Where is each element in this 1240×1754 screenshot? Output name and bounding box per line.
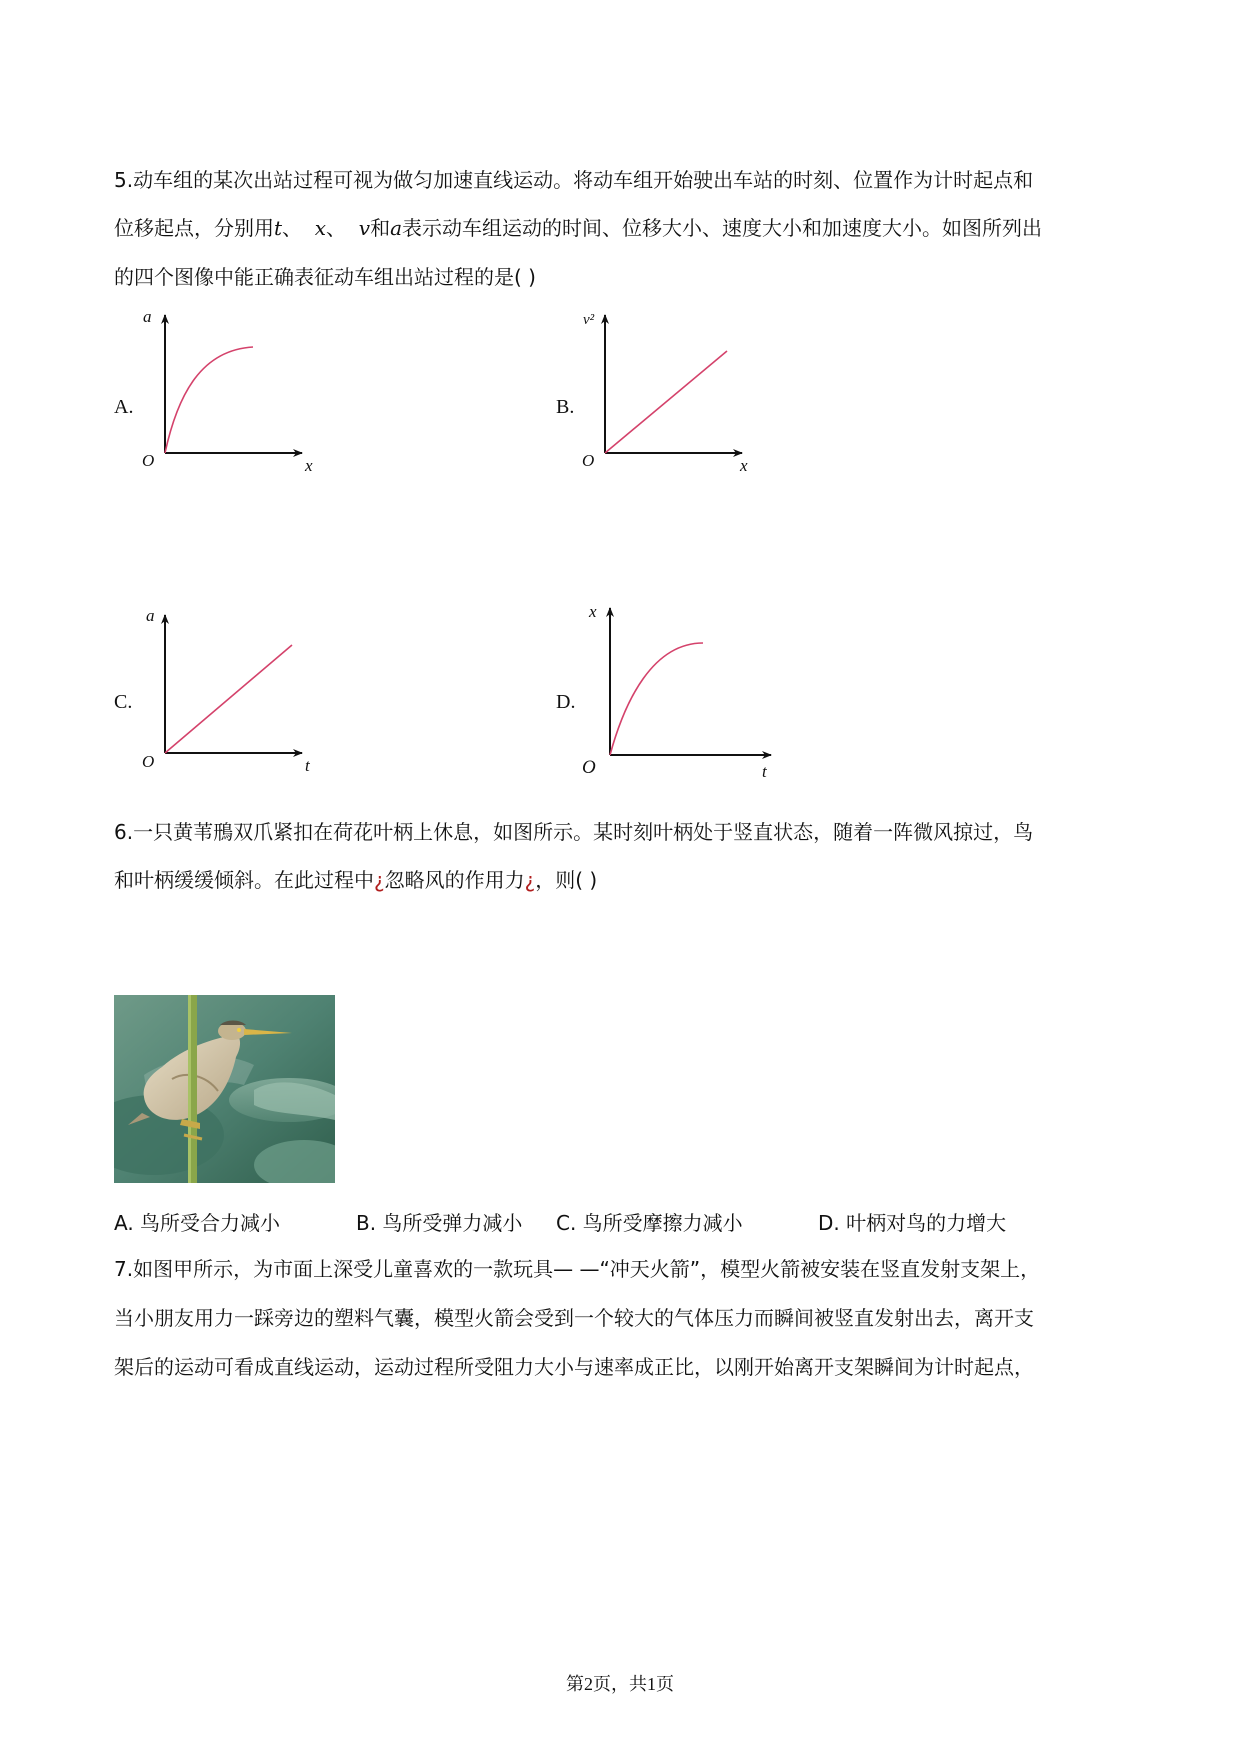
option-d-label: D. — [556, 691, 576, 713]
y-axis-label: x — [589, 602, 597, 621]
bittern-on-stem-image — [114, 995, 335, 1183]
var-x: x — [314, 216, 327, 240]
choice-c: C. 鸟所受摩擦力减小 — [556, 1211, 743, 1235]
q5-line-1: 5.动车组的某次出站过程可视为做匀加速直线运动。将动车组开始驶出车站的时刻、位置作为计时起点和 — [114, 168, 1034, 192]
x-axis-label: t — [305, 756, 310, 775]
curve-c — [165, 645, 292, 753]
q7-line-3: 架后的运动可看成直线运动，运动过程所受阻力大小与速率成正比，以刚开始离开支架瞬间为计时起点， — [114, 1355, 1034, 1379]
x-axis-label: x — [305, 456, 313, 475]
origin-label: O — [142, 752, 155, 771]
option-b-label: B. — [556, 396, 575, 418]
graph-a — [130, 305, 330, 480]
curve-a — [165, 347, 253, 453]
page-footer: 第2页，共1页 — [566, 1674, 674, 1694]
glyph-open: ¿ — [374, 868, 385, 892]
option-a-label: A. — [114, 396, 134, 418]
y-axis-label: a — [143, 307, 152, 326]
var-a: a — [390, 216, 403, 240]
q5-line-3: 的四个图像中能正确表征动车组出站过程的是( ) — [114, 265, 536, 289]
choice-d: D. 叶柄对鸟的力增大 — [818, 1211, 1007, 1235]
q7-line-1: 7.如图甲所示，为市面上深受儿童喜欢的一款玩具— —“冲天火箭”，模型火箭被安装在竖直发射支架上， — [114, 1257, 1041, 1281]
graph-c — [130, 605, 330, 780]
origin-label: O — [142, 451, 155, 470]
q7-line-2: 当小朋友用力一踩旁边的塑料气囊，模型火箭会受到一个较大的气体压力而瞬间被竖直发射出去，离开支 — [114, 1306, 1034, 1330]
origin-label: O — [582, 757, 596, 778]
q5-line-2: 位移起点，分别用t、 x、 v和a表示动车组运动的时间、位移大小、速度大小和加速度大小。如图所列出 — [114, 216, 1043, 240]
var-t: t — [274, 216, 283, 240]
glyph-close: ¿ — [524, 868, 536, 892]
choice-b: B. 鸟所受弹力减小 — [356, 1211, 523, 1235]
graph-b — [570, 305, 770, 480]
x-axis-label: t — [762, 762, 767, 781]
x-axis-label: x — [740, 456, 748, 475]
var-v: v — [358, 216, 371, 240]
curve-b — [605, 351, 727, 453]
y-axis-label: a — [146, 606, 155, 625]
q6-line-1: 6.一只黄苇鳽双爪紧扣在荷花叶柄上休息，如图所示。某时刻叶柄处于竖直状态，随着一阵微风掠过，鸟 — [114, 820, 1034, 844]
graph-d — [575, 602, 775, 785]
option-c-label: C. — [114, 691, 133, 713]
bird-photo — [114, 995, 335, 1183]
choice-a: A. 鸟所受合力减小 — [114, 1211, 281, 1235]
y-axis-label: v² — [583, 312, 595, 328]
curve-d — [610, 643, 703, 755]
origin-label: O — [582, 451, 595, 470]
q6-line-2: 和叶柄缓缓倾斜。在此过程中¿忽略风的作用力¿，则( ) — [114, 868, 598, 892]
